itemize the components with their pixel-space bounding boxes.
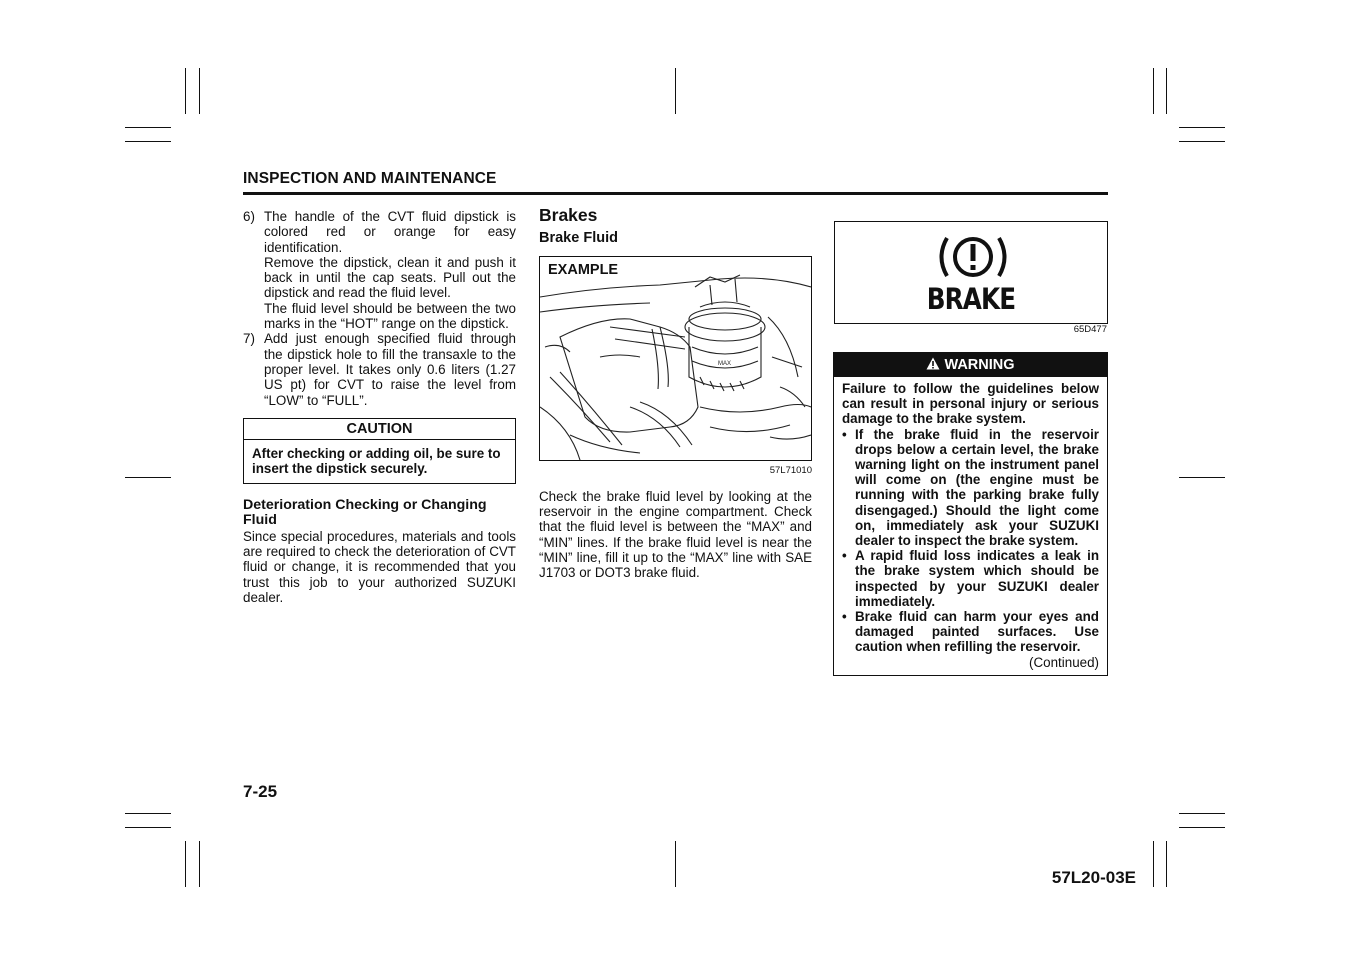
page-number: 7-25 bbox=[243, 782, 278, 801]
figure-code: 57L71010 bbox=[769, 464, 812, 476]
warning-title: WARNING bbox=[944, 357, 1015, 373]
step-paragraph: The fluid level should be between the two marks in the “HOT” range on the dipstick. bbox=[264, 300, 516, 332]
brake-reservoir-figure bbox=[539, 256, 812, 461]
brake-fluid-title: Brake Fluid bbox=[539, 230, 618, 247]
brake-symbol-code: 65D477 bbox=[1073, 324, 1107, 335]
deterioration-title: Deterioration Checking or Changing Fluid bbox=[243, 496, 487, 529]
figure-label: EXAMPLE bbox=[548, 263, 621, 278]
column-middle bbox=[539, 205, 812, 581]
caution-title: CAUTION bbox=[244, 419, 515, 440]
section-header: INSPECTION AND MAINTENANCE bbox=[243, 170, 497, 187]
header-rule bbox=[243, 192, 1108, 195]
brake-reservoir-illustration bbox=[540, 257, 811, 460]
warning-triangle-icon bbox=[926, 357, 940, 370]
brake-symbol-text: BRAKE bbox=[926, 282, 1016, 316]
continued-note: (Continued) bbox=[1029, 654, 1099, 670]
warning-intro: Failure to follow the guidelines below can result in personal injury or serious damage to the brake system. bbox=[842, 381, 1099, 427]
brake-symbol-box bbox=[834, 221, 1108, 324]
deterioration-text: Since special procedures, materials and tools are required to check the deterioration of CVT fluid or change, it is recommended that you trust this job to your authorized SUZUKI dealer. bbox=[243, 528, 516, 605]
brake-warning-icon bbox=[933, 230, 1013, 290]
step-7 bbox=[243, 331, 516, 407]
warning-box bbox=[833, 352, 1108, 676]
warning-bullet: • A rapid fluid loss indicates a leak in the brake system which should be inspected by your SUZUKI dealer immediately. bbox=[842, 548, 1099, 609]
warning-header bbox=[834, 353, 1107, 377]
caution-text: After checking or adding oil, be sure to insert the dipstick securely. bbox=[252, 446, 501, 477]
step-paragraph: The handle of the CVT fluid dipstick is colored red or orange for easy identification. bbox=[264, 209, 516, 255]
step-6 bbox=[243, 209, 516, 331]
brakes-title: Brakes bbox=[539, 205, 598, 225]
document-code: 57L20-03E bbox=[1051, 868, 1136, 887]
step-number: 6) bbox=[243, 209, 255, 224]
warning-bullet: • Brake fluid can harm your eyes and damaged painted surfaces. Use caution when refilling the reservoir. bbox=[842, 609, 1099, 655]
step-number: 7) bbox=[243, 331, 255, 347]
warning-bullet: • If the brake fluid in the reservoir drops below a certain level, the brake warning light on the instrument panel will come on (the engine must be running with the parking brake fully disengaged.) Should the light come on, immediately ask your SUZUKI dealer to inspect the brake system. bbox=[842, 426, 1099, 549]
step-paragraph: Add just enough specified fluid through the dipstick hole to fill the transaxle to the proper level. It takes only 0.6 liters (1.27 US pt) for CVT to raise the level from “LOW” to “FULL”. bbox=[264, 331, 516, 408]
caution-box bbox=[243, 418, 516, 484]
column-left bbox=[243, 209, 516, 605]
brake-fluid-text: Check the brake fluid level by looking at the reservoir in the engine compartment. Check that the fluid level is between the “MAX” and “MIN” lines. If the brake fluid level is near the “MIN” line, fill it up to the “MAX” line with SAE J1703 or DOT3 brake fluid. bbox=[539, 488, 812, 581]
svg-text:MAX: MAX bbox=[718, 360, 732, 367]
step-paragraph: Remove the dipstick, clean it and push it back in until the cap seats. Pull out the dipstick and read the fluid level. bbox=[264, 254, 516, 301]
